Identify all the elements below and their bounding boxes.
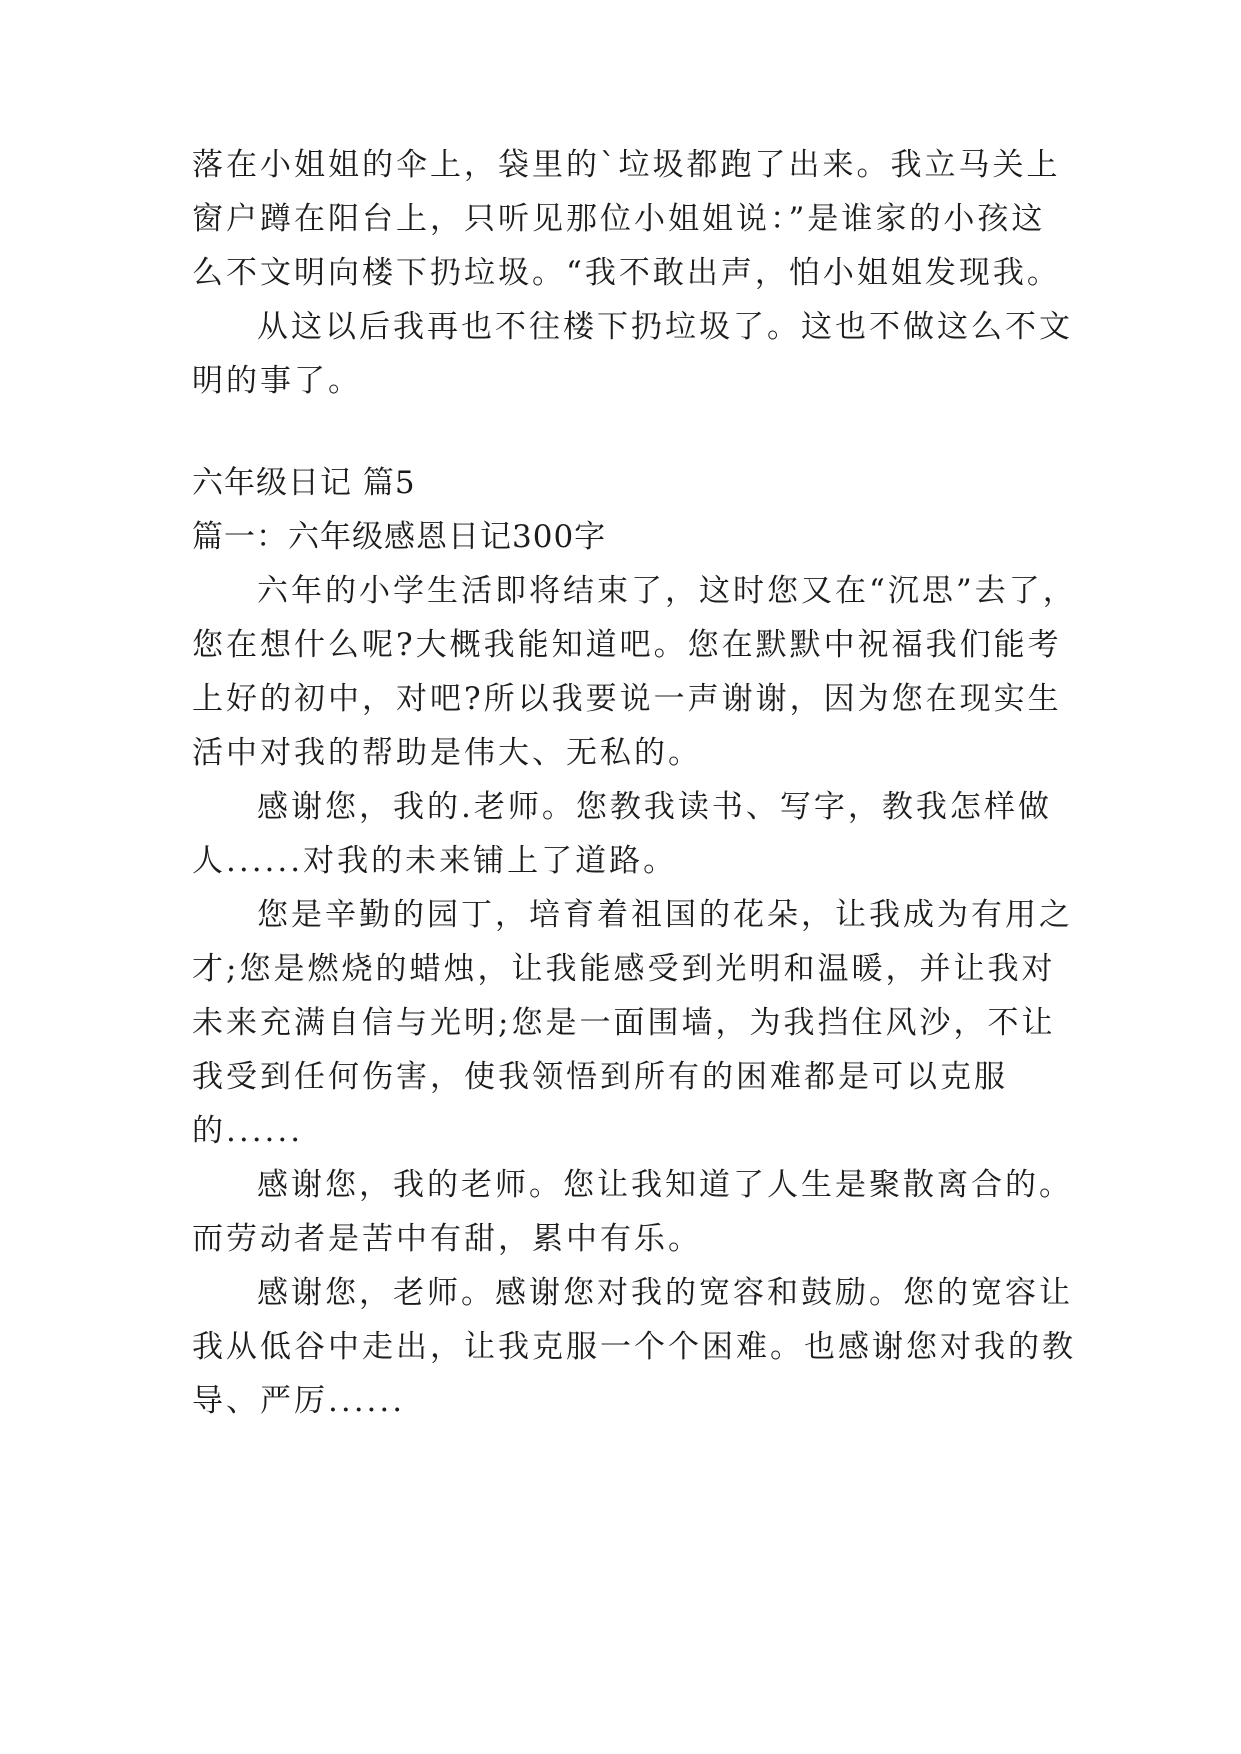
paragraph-line: 感谢您，老师。感谢您对我的宽容和鼓励。您的宽容让 [257,1275,1073,1311]
paragraph-line: 我受到任何伤害，使我领悟到所有的困难都是可以克服 [192,1059,1008,1095]
paragraph-line: 落在小姐姐的伞上，袋里的`垃圾都跑了出来。我立马关上 [192,147,1061,183]
paragraph-line: 人......对我的未来铺上了道路。 [192,843,678,879]
paragraph-line: 感谢您，我的.老师。您教我读书、写字，教我怎样做 [257,789,1052,825]
paragraph-line: 么不文明向楼下扔垃圾。“我不敢出声，怕小姐姐发现我。 [192,255,1061,291]
section-title: 六年级日记 篇5 [192,465,416,501]
paragraph-line: 未来充满自信与光明;您是一面围墙，为我挡住风沙，不让 [192,1005,1056,1041]
paragraph-line: 您是辛勤的园丁，培育着祖国的花朵，让我成为有用之 [257,897,1073,933]
paragraph-line: 明的事了。 [192,363,362,399]
paragraph-line: 才;您是燃烧的蜡烛，让我能感受到光明和温暖，并让我对 [192,951,1056,987]
paragraph-line: 的...... [192,1113,304,1149]
paragraph-line: 您在想什么呢?大概我能知道吧。您在默默中祝福我们能考 [192,627,1062,663]
paragraph-line: 导、严厉...... [192,1383,406,1419]
paragraph-line: 而劳动者是苦中有甜，累中有乐。 [192,1221,702,1257]
paragraph-line: 感谢您，我的老师。您让我知道了人生是聚散离合的。 [257,1167,1073,1203]
paragraph-line: 活中对我的帮助是伟大、无私的。 [192,735,702,771]
paragraph-line: 窗户蹲在阳台上，只听见那位小姐姐说：”是谁家的小孩这 [192,201,1046,237]
section-subtitle: 篇一：六年级感恩日记300字 [192,519,607,555]
paragraph-line: 我从低谷中走出，让我克服一个个困难。也感谢您对我的教 [192,1329,1076,1365]
paragraph-line: 从这以后我再也不往楼下扔垃圾了。这也不做这么不文 [257,309,1073,345]
paragraph-line: 六年的小学生活即将结束了，这时您又在“沉思”去了， [257,573,1077,609]
paragraph-line: 上好的初中，对吧?所以我要说一声谢谢，因为您在现实生 [192,681,1062,717]
